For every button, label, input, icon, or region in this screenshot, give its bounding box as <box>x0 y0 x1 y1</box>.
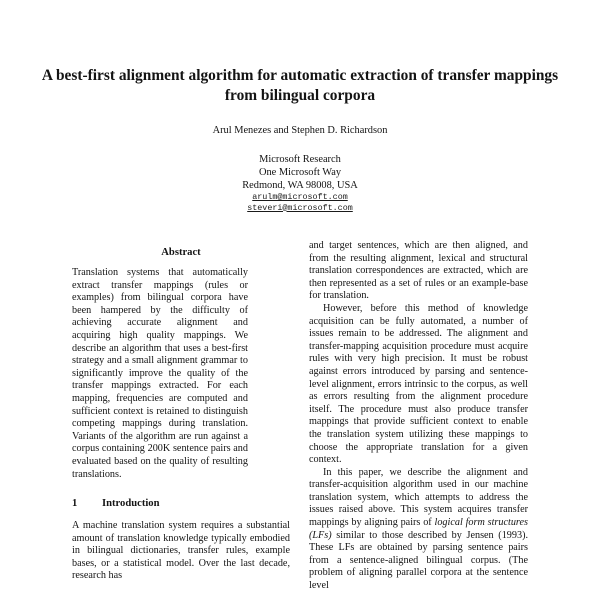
introduction-paragraph: A machine translation system requires a substantial amount of translation knowledge typically embodied in bilingual dictionaries, transfer rules, example bases, or a statistical model. Over the last decade, research has <box>72 520 290 582</box>
body-paragraph <box>309 467 528 593</box>
email-link[interactable]: steveri@microsoft.com <box>247 202 353 213</box>
affiliation-block <box>150 153 450 213</box>
paragraph-text: In this paper, we describe the alignment and transfer-acquisition algorithm used in our machine translation system, which attempts to address the issues raised above. This system acquires transfer mappings by aligning pairs of <box>309 466 528 529</box>
affiliation-city: Redmond, WA 98008, USA <box>242 180 358 191</box>
affiliation-street: One Microsoft Way <box>258 167 342 178</box>
affiliation-org: Microsoft Research <box>259 154 341 165</box>
body-paragraph: However, before this method of knowledge acquisition can be fully automated, a number of issues remain to be addressed. The alignment and transfer-mapping acquisition procedure must acquire rules with very high precision. It must be robust against errors introduced by parsing and sentence-level alignment, errors intrinsic to the corpus, as well as errors resulting from the alignment procedure itself. The procedure must also produce transfer mappings that provide sufficient context to enable the translation system utilizing these mappings to choose the appropriate translation for a given context. <box>309 302 528 466</box>
paragraph-text: similar to those described by Jensen (1993). These LFs are obtained by parsing sentence pairs from a sentence-aligned bilingual corpus. (The problem of aligning parallel corpora at the sentence level <box>309 529 529 592</box>
right-column <box>309 240 528 593</box>
paper-title: A best-first alignment algorithm for automatic extraction of transfer mappings from bilingual corpora <box>41 67 559 104</box>
abstract-body: Translation systems that automatically extract transfer mappings (rules or examples) from bilingual corpora have been hampered by the difficulty of achieving accurate alignment and acquiring high quality mappings. We describe an algorithm that uses a best-first strategy and a small alignment grammar to significantly improve the quality of the transfer mappings extracted. For each mapping, frequencies are computed and sufficient context is retained to distinguish competing mappings during translation. Variants of the algorithm are run against a corpus containing 200K sentence pairs and evaluated based on the quality of resulting translations. <box>72 267 248 480</box>
body-paragraph: and target sentences, which are then aligned, and from the resulting alignment, lexical and structural translation correspondences are extracted, which are then represented as a set of rules or an example-base for translation. <box>309 240 528 302</box>
email-link[interactable]: arulm@microsoft.com <box>252 192 348 202</box>
paper-authors: Arul Menezes and Stephen D. Richardson <box>212 125 388 136</box>
abstract-heading: Abstract <box>161 247 201 258</box>
italic-term: logical form structures (LFs) <box>309 517 529 541</box>
left-column <box>72 246 290 583</box>
section-title: Introduction <box>102 498 160 510</box>
section-number: 1 <box>72 498 78 510</box>
section-heading-introduction <box>72 497 290 510</box>
